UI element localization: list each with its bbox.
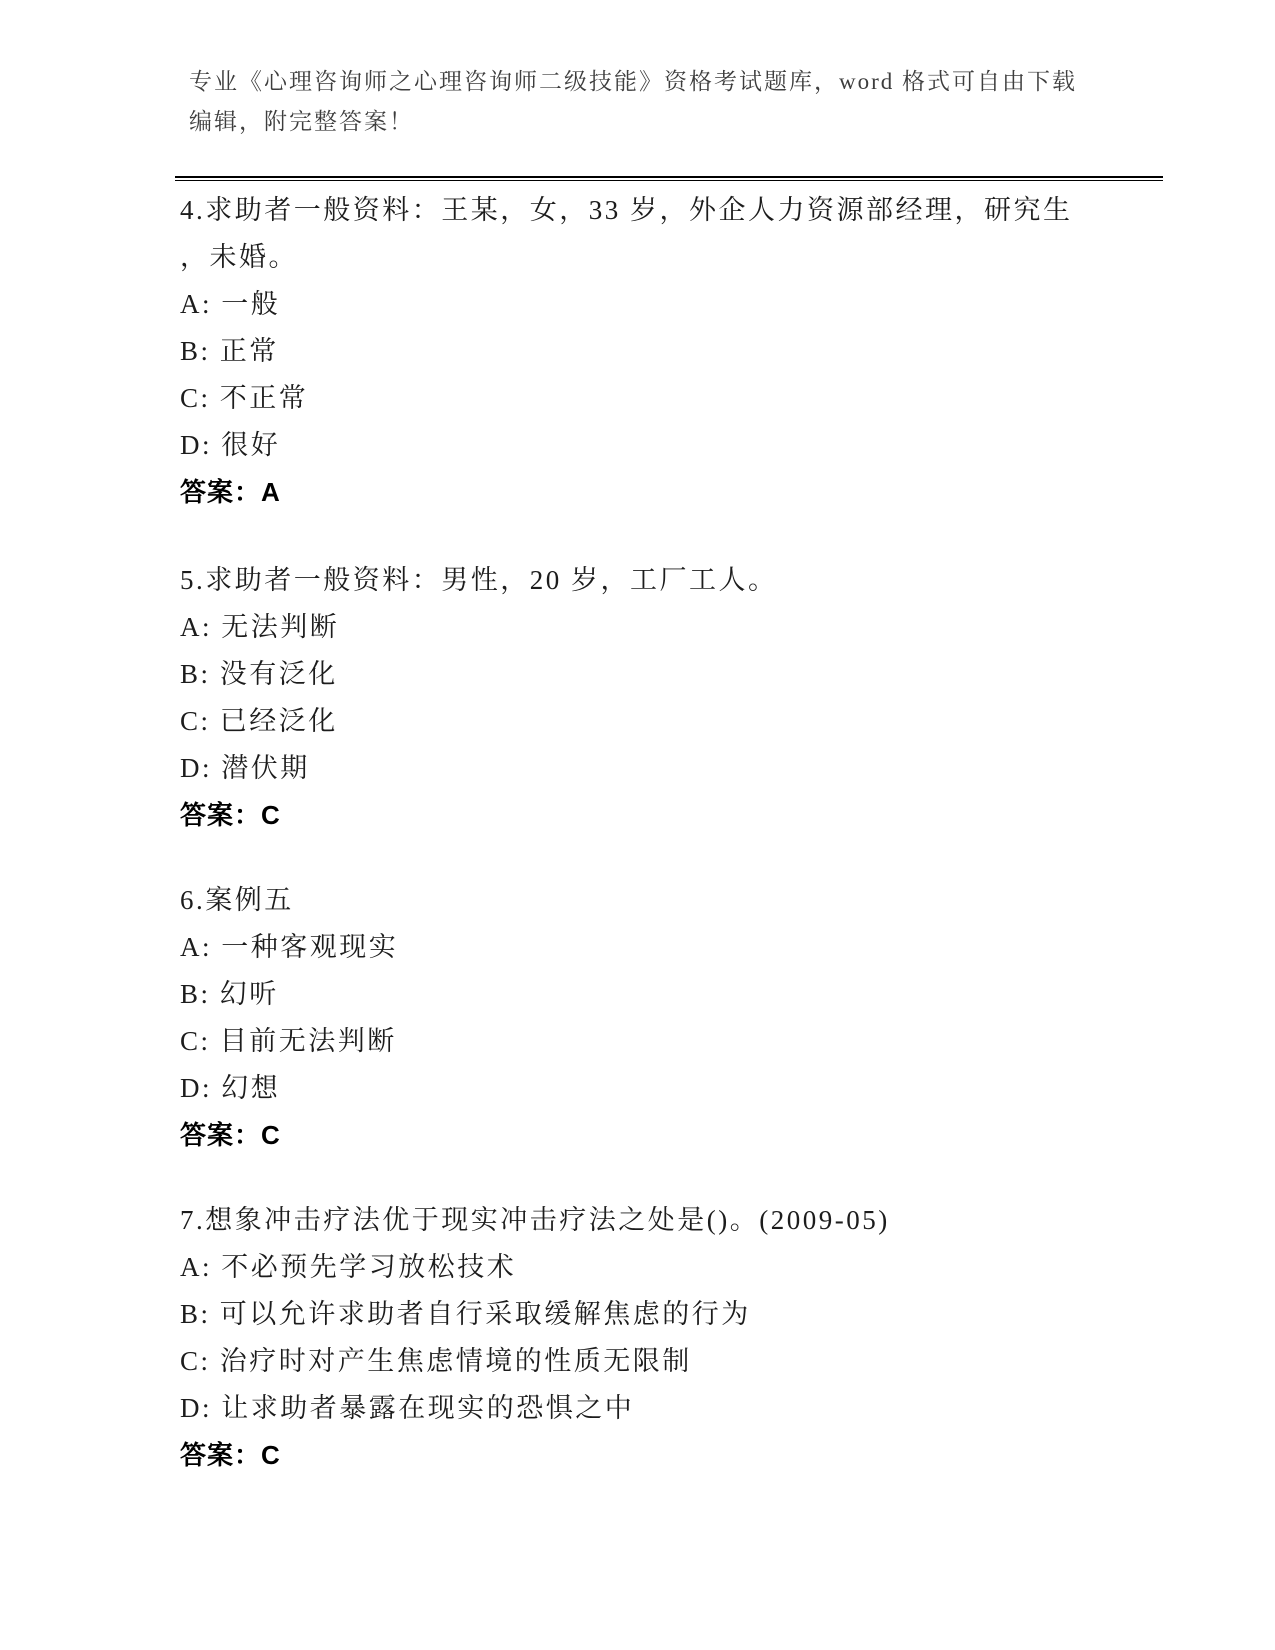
option-d: D: 很好 <box>180 430 281 460</box>
answer-line: 答案：C <box>180 1440 281 1470</box>
answer-line: 答案：C <box>180 1120 281 1150</box>
option-c: C: 不正常 <box>180 383 309 413</box>
option-b: B: 可以允许求助者自行采取缓解焦虑的行为 <box>180 1299 751 1329</box>
header-divider <box>175 176 1163 181</box>
option-d: D: 幻想 <box>180 1073 281 1103</box>
option-d: D: 潜伏期 <box>180 753 310 783</box>
header-line-2: 编辑，附完整答案！ <box>189 109 414 134</box>
question-text-line: 5.求助者一般资料：男性，20 岁，工厂工人。 <box>180 565 778 595</box>
question-text-line: ，未婚。 <box>180 242 298 272</box>
question-block-6 <box>180 877 1125 1159</box>
option-c: C: 已经泛化 <box>180 706 338 736</box>
question-text-line: 4.求助者一般资料：王某，女，33 岁，外企人力资源部经理，研究生 <box>180 195 1073 225</box>
option-b: B: 幻听 <box>180 979 279 1009</box>
answer-line: 答案：C <box>180 800 281 830</box>
option-a: A: 无法判断 <box>180 612 340 642</box>
question-text-line: 6.案例五 <box>180 885 294 915</box>
question-text-line: 7.想象冲击疗法优于现实冲击疗法之处是()。(2009-05) <box>180 1205 890 1235</box>
option-b: B: 没有泛化 <box>180 659 338 689</box>
divider-thick-rule <box>175 176 1163 178</box>
option-a: A: 不必预先学习放松技术 <box>180 1252 517 1282</box>
question-block-7 <box>180 1197 1125 1479</box>
divider-thin-rule <box>175 180 1163 181</box>
answer-line: 答案：A <box>180 477 281 507</box>
option-d: D: 让求助者暴露在现实的恐惧之中 <box>180 1393 635 1423</box>
header-line-1: 专业《心理咨询师之心理咨询师二级技能》资格考试题库，word 格式可自由下载 <box>189 69 1078 94</box>
question-block-4 <box>180 187 1125 516</box>
option-a: A: 一种客观现实 <box>180 932 399 962</box>
option-c: C: 目前无法判断 <box>180 1026 397 1056</box>
document-header <box>189 62 1124 142</box>
option-b: B: 正常 <box>180 336 279 366</box>
option-c: C: 治疗时对产生焦虑情境的性质无限制 <box>180 1346 692 1376</box>
question-block-5 <box>180 557 1125 839</box>
option-a: A: 一般 <box>180 289 281 319</box>
